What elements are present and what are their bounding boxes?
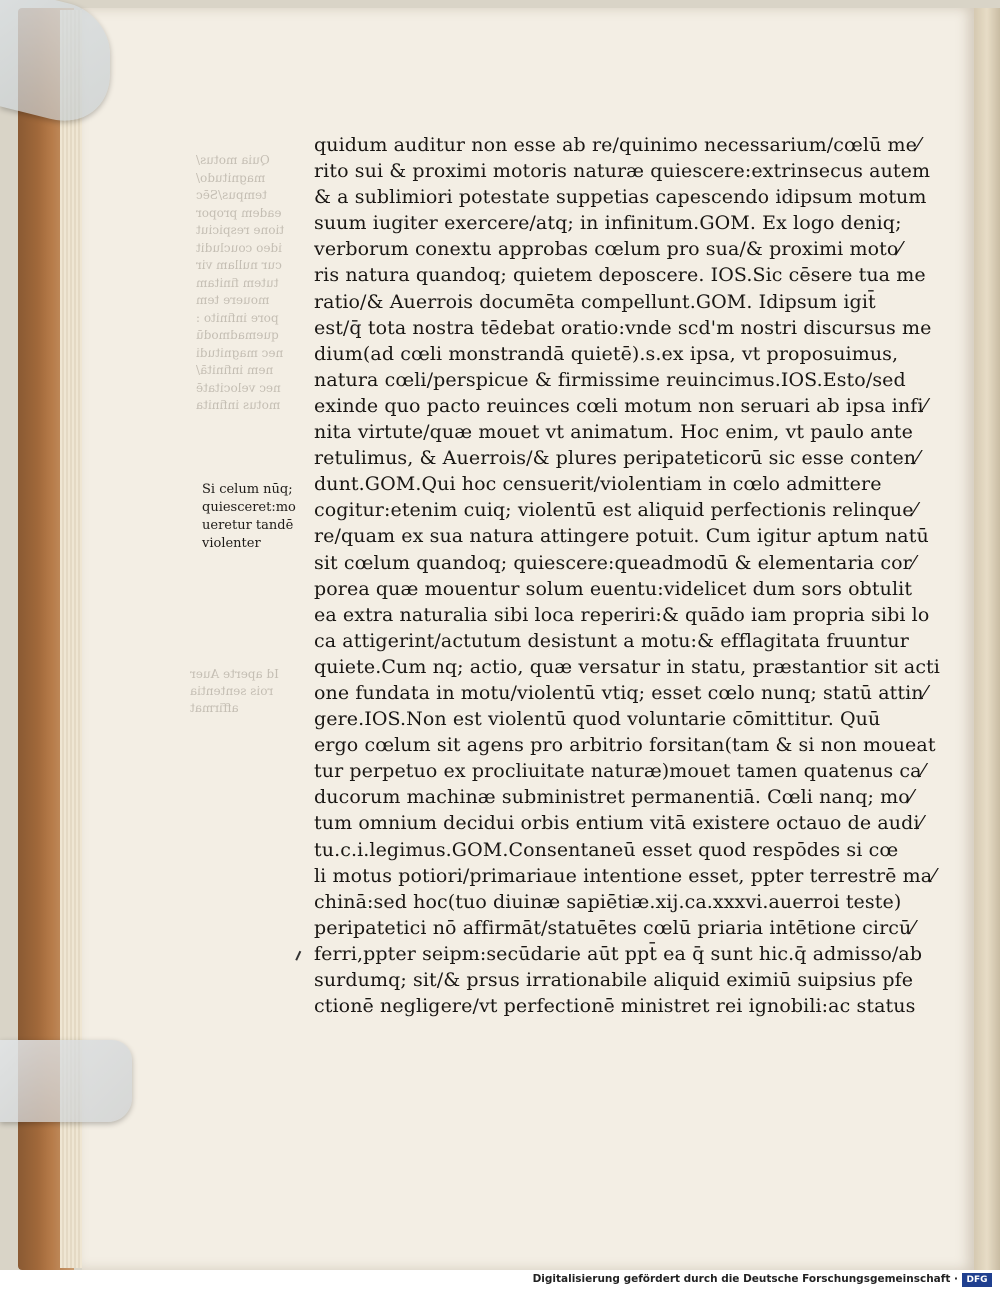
show-through-line: tione respiciut: [196, 223, 285, 237]
text-line: tur perpetuo ex procliuitate naturæ)mouet tamen quatenus ca⁄: [314, 760, 925, 783]
marginal-note: [202, 481, 324, 553]
text-line: peripatetici nō affirmāt/statuētes cœlū priaria intētione circū⁄: [314, 916, 915, 939]
text-line: rito sui & proximi motoris naturæ quiescere:extrinsecus autem: [314, 160, 931, 183]
text-line: quiete.Cum nq; actio, quæ versatur in statu, præstantior sit acti: [314, 655, 940, 678]
text-line: surdumq; sit/& prsus irrationabile aliquid eximiū suipsius pfe: [314, 969, 914, 991]
text-line: re/quam ex sua natura attingere potuit. Cum igitur aptum natū: [314, 525, 929, 548]
text-line: nita virtute/quæ mouet vt animatum. Hoc enim, vt paulo ante: [314, 421, 914, 444]
digitization-credit: Digitalisierung gefördert durch die Deutsche Forschungsgemeinschaft ·: [532, 1273, 958, 1285]
book-gutter: [974, 8, 1000, 1270]
text-line: exinde quo pacto reuinces cœli motum non seruari ab ipsa infi⁄: [314, 394, 927, 417]
marginal-note-line: ueretur tandē: [202, 518, 294, 533]
text-line: & a sublimiori potestate suppetias capescendo idipsum motum: [314, 186, 927, 209]
show-through-line: pore infinito :: [196, 310, 279, 325]
text-line: est/q̄ tota nostra tēdebat oratio:vnde scd'm nostri discursus me: [314, 316, 932, 339]
marginal-note-line: quiesceret:mo: [202, 500, 296, 515]
show-through-line: quemadmodū: [196, 328, 279, 342]
text-line: ducorum machinæ subministret permanentiā. Cœli nanq; mo⁄: [314, 786, 914, 809]
show-through-line: Id aperte Auer: [190, 667, 279, 681]
show-through-line: tempus/Sēc: [196, 188, 267, 202]
text-line: ea extra naturalia sibi loca reperiri:& quādo iam propria sibi lo: [314, 603, 930, 626]
text-line: retulimus, & Auerrois/& plures peripateticorū sic esse conten⁄: [314, 447, 920, 470]
text-line: dunt.GOM.Qui hoc censuerit/violentiam in cœlo admittere: [314, 473, 882, 496]
show-through-line: cur nullam vir: [196, 258, 282, 272]
text-line: dium(ad cœli monstrandā quietē).s.ex ipsa, vt proposuimus,: [314, 342, 899, 365]
text-line: cogitur:etenim cuiq; violentū est aliquid perfectionis relinque⁄: [314, 499, 917, 522]
text-line: quidum auditur non esse ab re/quinimo necessarium/cœlū me⁄: [314, 134, 921, 156]
text-line: li motus potiori/primariaue intentione esset, ppter terrestrē ma⁄: [314, 864, 936, 887]
show-through-line: eadem propor: [196, 205, 282, 220]
text-line: ca attigerint/actutum desistunt a motu:& efflagitata fruuntur: [314, 629, 909, 652]
text-line: sit cœlum quandoq; quiescere:queadmodū & elementaria cor⁄: [314, 551, 916, 574]
show-through-line: motus infinita: [196, 398, 281, 412]
text-line: gere.IOS.Non est violentū quod voluntarie cōmittitur. Quū: [314, 708, 881, 731]
text-line: ferri,ppter seipm:secūdarie aūt ppt̄ ea q̄ sunt hic.q̄ admisso/ab: [314, 942, 923, 965]
text-line: ergo cœlum sit agens pro arbitrio forsitan(tam & si non moueat: [314, 734, 936, 757]
text-line: ctionē negligere/vt perfectionē ministret rei ignobili:ac status: [314, 995, 916, 1018]
text-line: tum omnium decidui orbis entium vitā existere octauo de audi⁄: [314, 812, 923, 835]
show-through-line: mouere tem: [196, 293, 270, 307]
text-line: porea quæ mouentur solum euentu:videlicet dum sors obtulit: [314, 577, 913, 600]
show-through-marginal-note-2: [190, 666, 310, 717]
dfg-logo: DFG: [962, 1273, 992, 1287]
text-line: ris natura quandoq; quietem deposcere. IOS.Sic cēsere tua me: [314, 264, 926, 287]
main-text-block: [314, 132, 942, 1019]
text-line: one fundata in motu/violentū vtiq; esset cœlo nunq; statū attin⁄: [314, 681, 927, 704]
text-line: natura cœli/perspicue & firmissime reuincimus.IOS.Esto/sed: [314, 368, 906, 391]
show-through-line: ideo coucludit: [196, 240, 282, 255]
show-through-line: Quia motus/: [196, 153, 270, 167]
text-line: ratio/& Auerrois documēta compellunt.GOM. Idipsum igit̄: [314, 290, 876, 313]
show-through-line: magnitudo/: [196, 170, 266, 185]
text-line: verborum conextu approbas cœlum pro sua/& proximi moto⁄: [314, 238, 902, 261]
text-line: suum iugiter exercere/atq; in infinitum.GOM. Ex logo deniq;: [314, 212, 902, 235]
page-clip-bottom: [0, 1040, 132, 1122]
show-through-line: rois sententia: [190, 684, 274, 698]
show-through-line: nem infinitā/: [196, 363, 274, 377]
show-through-marginal-note: [196, 152, 312, 415]
text-line: tu.c.i.legimus.GOM.Consentaneū esset quod respōdes si cœ: [314, 838, 899, 861]
marginal-note-line: Si celum nūq;: [202, 482, 293, 497]
show-through-line: nec magnitudi: [196, 345, 284, 360]
marginal-note-line: violenter: [202, 536, 261, 551]
show-through-line: tutem finitam: [196, 275, 279, 290]
text-line: chinā:sed hoc(tuo diuinæ sapiētiæ.xij.ca.xxxvi.auerroi teste): [314, 890, 902, 913]
show-through-line: affirmat: [190, 701, 239, 715]
show-through-line: nec velocitatē: [196, 380, 281, 395]
